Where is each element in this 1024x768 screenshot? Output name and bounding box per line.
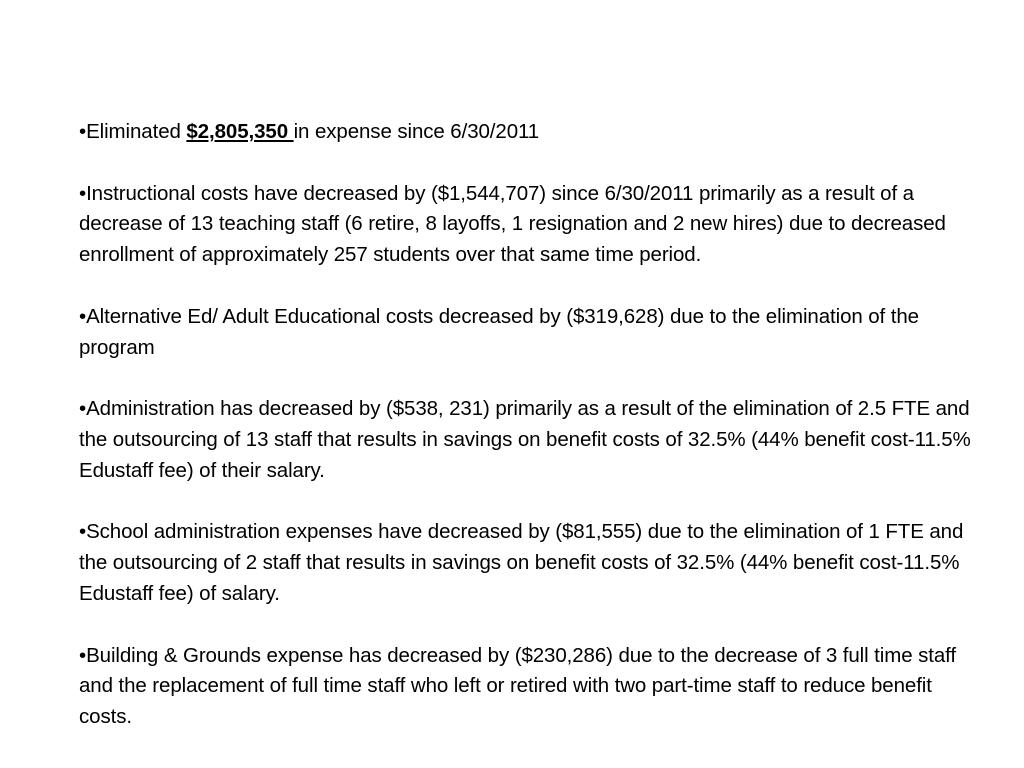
instructional-costs-text: Instructional costs have decreased by ($1,544,707) since 6/30/2011 primarily as a result of a decrease of 13 teaching staff (6 retire, 8 layoffs, 1 resignation and 2 new hires) due to decreased enrollment of approximately 257 students over that same time period.: [79, 181, 946, 267]
bullet-icon: •: [79, 181, 87, 205]
bullet-building-grounds: [79, 641, 979, 733]
bullet-icon: •: [79, 304, 87, 328]
building-grounds-text: Building & Grounds expense has decreased by ($230,286) due to the decrease of 3 full time staff and the replacement of full time staff who left or retired with two part-time staff to reduce benefit costs.: [79, 643, 956, 729]
slide-body: [79, 117, 979, 733]
bullet-icon: •: [79, 397, 87, 421]
bullet-alternative-ed-costs: [79, 302, 979, 364]
bullet-expense-eliminated: [79, 117, 979, 148]
school-administration-text: School administration expenses have decreased by ($81,555) due to the elimination of 1 FTE and the outsourcing of 2 staff that results in savings on benefit costs of 32.5% (44% benefit cost-11.5% Edustaff fee) of salary.: [79, 520, 964, 605]
expense-eliminated-prefix: Eliminated: [86, 120, 187, 143]
administration-text: Administration has decreased by ($538, 231) primarily as a result of the elimination of 2.5 FTE and the outsourcing of 13 staff that results in savings on benefit costs of 32.5% (44% benefit cost-11.5% Edustaff fee) of their salary.: [79, 397, 971, 482]
bullet-icon: •: [79, 120, 87, 143]
expense-eliminated-suffix: in expense since 6/30/2011: [293, 120, 540, 143]
bullet-instructional-costs: [79, 179, 979, 271]
bullet-icon: •: [79, 643, 87, 667]
bullet-school-administration: [79, 517, 979, 609]
bullet-icon: •: [79, 520, 87, 544]
expense-eliminated-amount: $2,805,350: [186, 120, 294, 143]
alternative-ed-costs-text: Alternative Ed/ Adult Educational costs decreased by ($319,628) due to the elimination of the program: [79, 304, 919, 359]
bullet-administration: [79, 394, 979, 486]
